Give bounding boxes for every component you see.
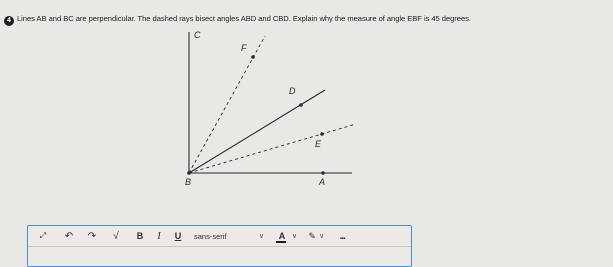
editor-toolbar [28,226,411,247]
label-d: D [289,86,296,96]
text-color-button[interactable] [272,228,292,244]
text-color-chevron-icon[interactable]: ∨ [292,233,298,240]
geometry-figure [150,24,390,199]
underline-button[interactable]: U [174,231,182,241]
chevron-down-icon: ∨ [258,233,264,240]
bold-button[interactable]: B [136,231,144,241]
answer-editor[interactable] [27,225,412,267]
label-f: F [241,43,247,53]
expand-icon[interactable]: ⤢ [39,231,47,240]
label-a: A [319,177,326,187]
font-family-select[interactable] [194,228,264,244]
point-a [321,171,325,175]
text-color-label: A [278,231,286,241]
label-b: B [185,177,192,187]
dashed-ray-be [189,124,356,173]
ray-bd [189,90,325,173]
marker-icon[interactable]: ✎ [308,230,316,241]
text-color-swatch [276,241,286,243]
square-root-icon[interactable]: √ [113,230,119,242]
redo-icon[interactable]: ↷ [87,230,97,242]
label-c: C [194,30,201,40]
italic-button[interactable]: I [157,230,161,242]
point-e [320,132,324,136]
more-options-button[interactable]: ... [339,230,345,242]
font-family-value: sans-serif [194,231,227,241]
question-number-badge: 4 [4,16,14,26]
editor-content-area[interactable] [28,247,411,266]
label-e: E [315,139,322,149]
point-f [251,55,255,59]
highlight-chevron-icon[interactable]: ∨ [319,233,325,240]
question-text: Lines AB and BC are perpendicular. The dashed rays bisect angles ABD and CBD. Explain why the measure of angle EBF is 45 degrees. [17,14,471,23]
undo-icon[interactable]: ↶ [64,230,74,242]
angle-diagram [150,24,390,199]
point-d [299,103,303,107]
point-b [187,171,191,175]
